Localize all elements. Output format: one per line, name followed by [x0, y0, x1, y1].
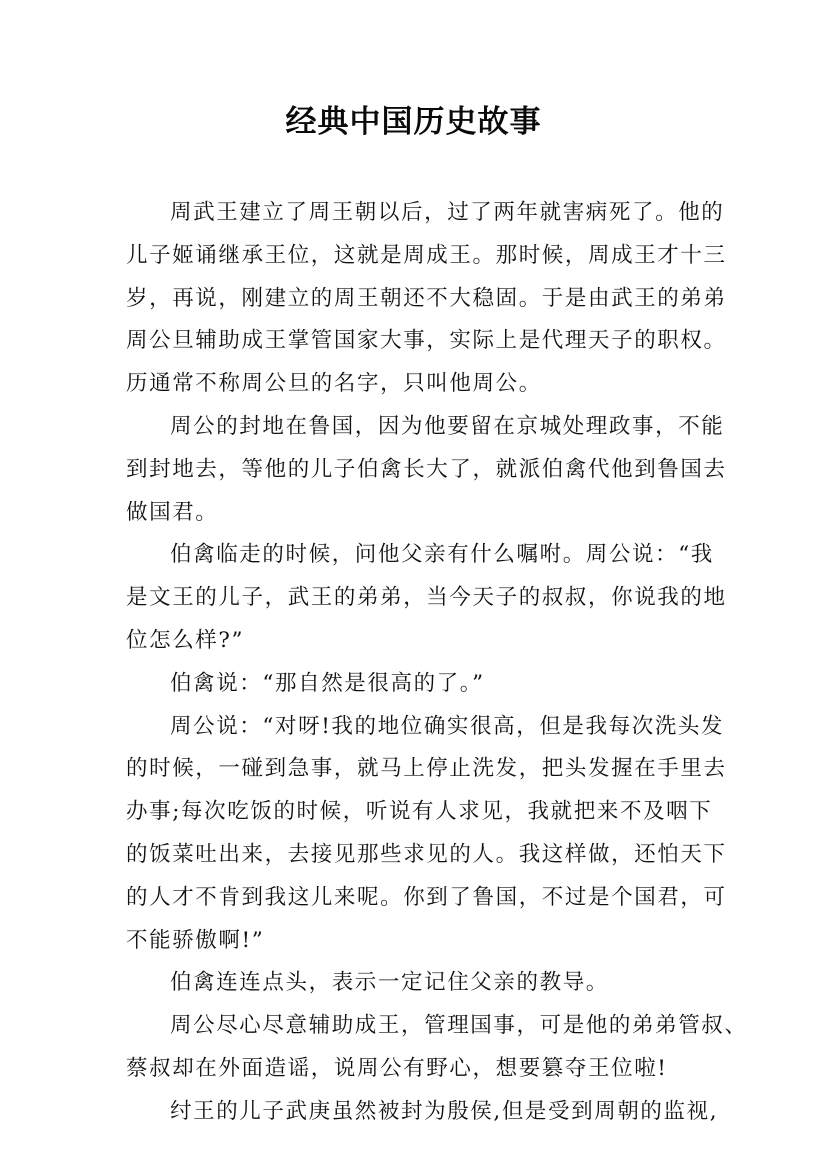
text-line: 伯禽连连点头，表示一定记住父亲的教导。	[170, 970, 609, 996]
text-line: 做国君。	[126, 499, 219, 525]
text-line: 伯禽说：“那自然是很高的了。”	[170, 670, 485, 696]
text-line: 的饭菜吐出来，去接见那些求见的人。我这样做，还怕天下	[126, 841, 727, 867]
text-line: 的时候，一碰到急事，就马上停止洗发，把头发握在手里去	[126, 756, 727, 782]
story-body	[126, 192, 748, 1134]
page-title: 经典中国历史故事	[285, 104, 542, 140]
text-line: 纣王的儿子武庚虽然被封为殷侯,但是受到周朝的监视,	[170, 1098, 719, 1124]
text-line: 位怎么样?”	[126, 627, 245, 653]
text-line: 儿子姬诵继承王位，这就是周成王。那时候，周成王才十三	[126, 242, 727, 268]
text-line: 办事;每次吃饭的时候，听说有人求见，我就把来不及咽下	[126, 799, 713, 825]
text-line: 周公说：“对呀!我的地位确实很高，但是我每次洗头发	[170, 713, 725, 739]
text-line: 历通常不称周公旦的名字，只叫他周公。	[126, 371, 542, 397]
text-line: 周武王建立了周王朝以后，过了两年就害病死了。他的	[170, 200, 725, 225]
text-line: 到封地去，等他的儿子伯禽长大了，就派伯禽代他到鲁国去	[126, 456, 727, 482]
text-line: 周公的封地在鲁国，因为他要留在京城处理政事，不能	[170, 413, 725, 439]
text-line: 周公尽心尽意辅助成王，管理国事，可是他的弟弟管叔、	[170, 1013, 748, 1039]
text-line: 是文王的儿子，武王的弟弟，当今天子的叔叔，你说我的地	[126, 585, 727, 611]
text-line: 不能骄傲啊!”	[126, 927, 265, 953]
text-line: 周公旦辅助成王掌管国家大事，实际上是代理天子的职权。	[126, 328, 727, 354]
text-line: 的人才不肯到我这儿来呢。你到了鲁国，不过是个国君，可	[126, 884, 727, 910]
text-line: 蔡叔却在外面造谣，说周公有野心，想要篡夺王位啦!	[126, 1055, 668, 1081]
text-line: 岁，再说，刚建立的周王朝还不大稳固。于是由武王的弟弟	[126, 285, 727, 311]
text-line: 伯禽临走的时候，问他父亲有什么嘱咐。周公说：“我	[170, 542, 714, 568]
